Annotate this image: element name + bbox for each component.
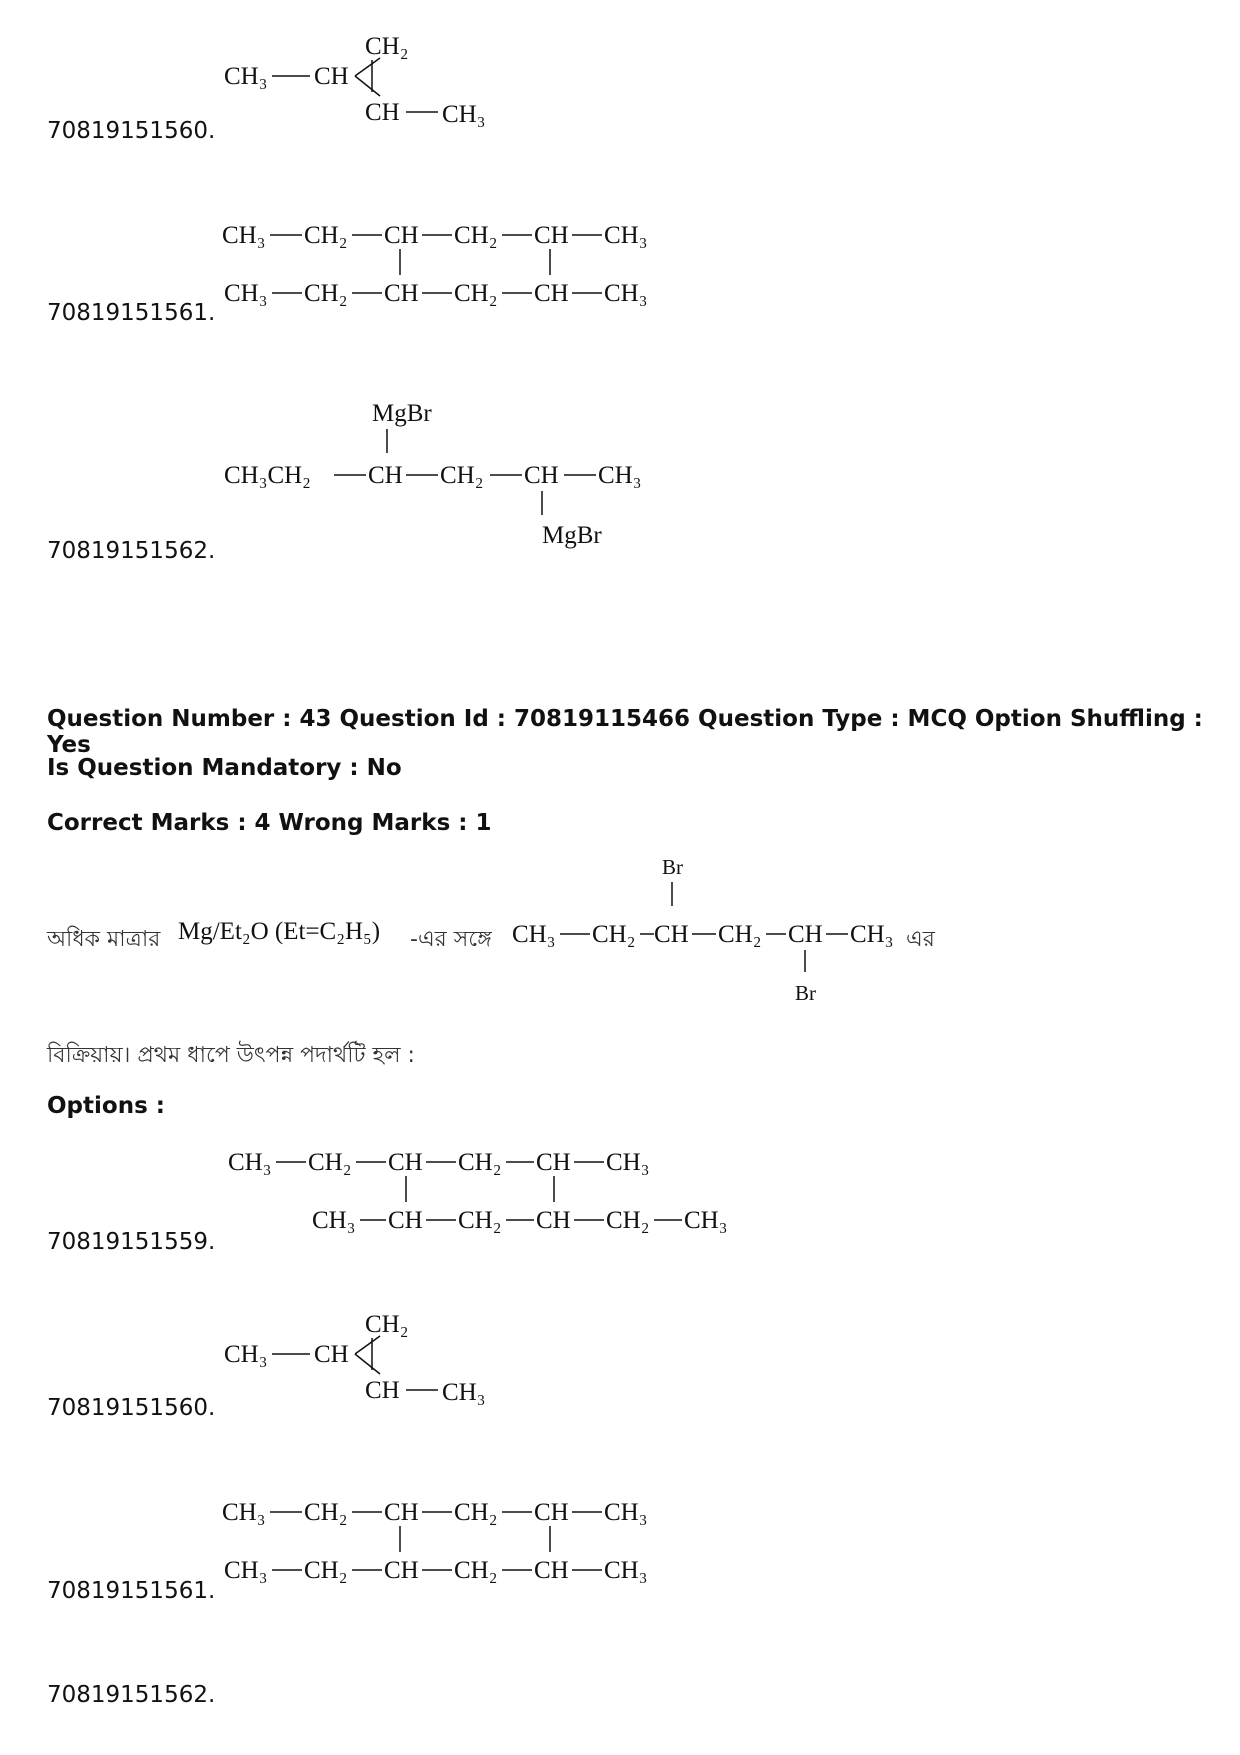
chem-text: CH [524, 462, 559, 489]
structure-option-1 [228, 1142, 788, 1242]
chem-text: CH₃ [442, 101, 486, 128]
question-header: Question Number : 43 Question Id : 70819115466 Question Type : MCQ Option Shuffling : Yes [47, 706, 1203, 758]
question-text-prefix: অধিক মাত্রার [47, 927, 161, 952]
reagent-formula: Mg/Et₂O (Et=C₂H₅) [178, 918, 381, 945]
structure-methylcyclopropyl-top [220, 30, 540, 140]
chem-text: CH [384, 1499, 419, 1526]
question-text-line2: বিক্রিয়ায়। প্রথম ধাপে উৎপন্ন পদার্থটি হল : [47, 1043, 415, 1068]
chem-text: CH₂ [454, 222, 498, 249]
question-marks: Correct Marks : 4 Wrong Marks : 1 [47, 810, 492, 836]
chem-text: CH₃ [606, 1149, 650, 1176]
chem-text: CH₃ [228, 1149, 272, 1176]
chem-text: CH₃ [312, 1207, 356, 1234]
chem-text: CH [536, 1207, 571, 1234]
chem-text: CH₃ [684, 1207, 728, 1234]
chem-text: CH₂ [454, 1499, 498, 1526]
chem-text: CH₃ [442, 1379, 486, 1406]
chem-text: CH₂ [458, 1207, 502, 1234]
chem-text: CH [536, 1149, 571, 1176]
option-id: 70819151560. [47, 1395, 216, 1421]
chem-text: CH [384, 280, 419, 307]
option-id: 70819151562. [47, 538, 216, 564]
option-id: 70819151559. [47, 1229, 216, 1255]
chem-text: CH₃ [604, 222, 648, 249]
question-mandatory: Is Question Mandatory : No [47, 755, 402, 781]
chem-text: CH₂ [440, 462, 484, 489]
chem-text: CH [384, 222, 419, 249]
chem-text: CH₂ [304, 280, 348, 307]
chem-text: CH₃ [512, 921, 556, 948]
chem-text: CH [384, 1557, 419, 1584]
structure-option-2 [220, 1308, 540, 1418]
structure-digrignard-top [224, 395, 684, 555]
chem-text: CH₂ [365, 1311, 409, 1338]
bond [355, 1336, 380, 1354]
chem-text: CH₃ [222, 222, 266, 249]
options-label: Options : [47, 1093, 165, 1119]
chem-text: MgBr [372, 400, 432, 427]
chem-text: CH [534, 222, 569, 249]
option-id: 70819151561. [47, 1578, 216, 1604]
chem-text: CH [365, 99, 400, 126]
chem-text: CH₃CH₂ [224, 462, 311, 489]
question-text-middle: -এর সঙ্গে [410, 927, 492, 952]
chem-text: CH₂ [592, 921, 636, 948]
chem-text: CH₃ [598, 462, 642, 489]
chem-text: CH [534, 280, 569, 307]
chem-text: CH₂ [304, 1499, 348, 1526]
chem-text: CH [388, 1207, 423, 1234]
chem-text: CH [534, 1557, 569, 1584]
chem-text: Br [795, 981, 816, 1005]
chem-text: CH₃ [224, 63, 268, 90]
chem-text: MgBr [542, 522, 602, 549]
chem-text: CH [388, 1149, 423, 1176]
chem-text: CH₃ [224, 1341, 268, 1368]
chem-text: CH₂ [304, 1557, 348, 1584]
chem-text: CH₂ [458, 1149, 502, 1176]
bond [355, 76, 380, 96]
structure-dimer-top [222, 215, 702, 315]
chem-text: Br [662, 855, 683, 879]
chem-text: CH₃ [604, 280, 648, 307]
chem-text: CH₂ [718, 921, 762, 948]
chem-text: CH [654, 921, 689, 948]
chem-text: CH [314, 63, 349, 90]
question-text-suffix: এর [906, 927, 935, 952]
chem-text: CH₃ [604, 1557, 648, 1584]
chem-text: CH₃ [224, 1557, 268, 1584]
chem-text: CH [788, 921, 823, 948]
chem-text: CH₃ [222, 1499, 266, 1526]
chem-text: CH₂ [365, 33, 409, 60]
chem-text: CH [534, 1499, 569, 1526]
chem-text: CH₂ [454, 1557, 498, 1584]
bond [355, 58, 380, 76]
structure-dibromide [512, 852, 932, 1012]
bond [355, 1354, 380, 1374]
chem-text: CH₃ [224, 280, 268, 307]
chem-text: CH₂ [304, 222, 348, 249]
chem-text: CH₃ [850, 921, 894, 948]
chem-text: CH [368, 462, 403, 489]
option-id: 70819151560. [47, 118, 216, 144]
chem-text: CH₂ [308, 1149, 352, 1176]
chem-text: CH [314, 1341, 349, 1368]
structure-option-3 [222, 1492, 702, 1592]
option-id: 70819151562. [47, 1682, 216, 1708]
chem-text: CH₂ [606, 1207, 650, 1234]
chem-text: CH₂ [454, 280, 498, 307]
option-id: 70819151561. [47, 300, 216, 326]
chem-text: CH₃ [604, 1499, 648, 1526]
chem-text: CH [365, 1377, 400, 1404]
